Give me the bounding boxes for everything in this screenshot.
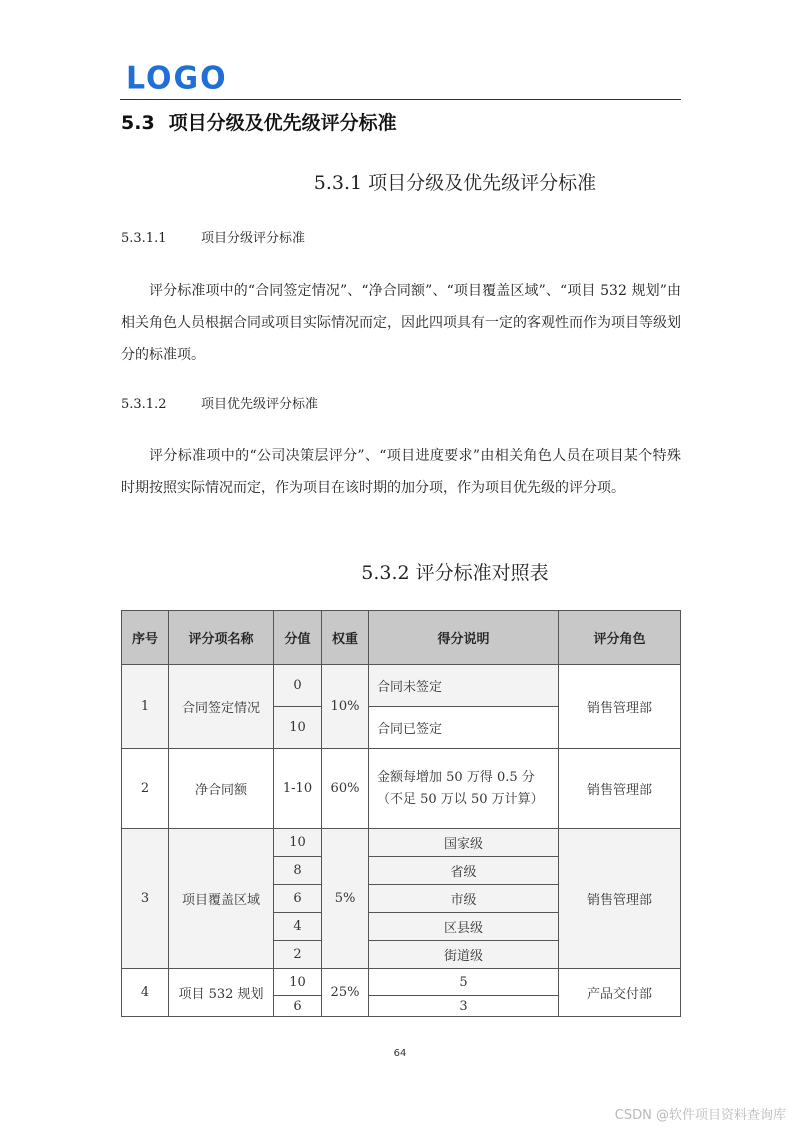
score-value: 0 (274, 665, 322, 707)
scoring-role: 销售管理部 (559, 829, 681, 969)
score-value: 6 (274, 996, 322, 1017)
weight: 5% (322, 829, 369, 969)
logo: LOGO (126, 60, 228, 97)
subsubsection-heading-1 (121, 229, 305, 249)
row-number: 3 (122, 829, 169, 969)
header-divider (120, 99, 681, 100)
weight: 10% (322, 665, 369, 749)
score-description: 合同已签定 (369, 707, 559, 749)
table-row (122, 829, 681, 857)
score-description: 5 (369, 969, 559, 996)
score-value: 10 (274, 969, 322, 996)
weight: 25% (322, 969, 369, 1017)
item-name: 合同签定情况 (169, 665, 274, 749)
header-cell: 得分说明 (369, 611, 559, 665)
header-cell: 序号 (122, 611, 169, 665)
row-number: 2 (122, 749, 169, 829)
score-value: 10 (274, 829, 322, 857)
subsubsection-number: 5.3.1.2 (121, 397, 167, 412)
score-description: 省级 (369, 857, 559, 885)
section-number: 5.3 (121, 112, 155, 134)
score-description: 3 (369, 996, 559, 1017)
subsubsection-title: 项目分级评分标准 (201, 231, 306, 246)
score-value: 6 (274, 885, 322, 913)
scoring-role: 产品交付部 (559, 969, 681, 1017)
score-description: 市级 (369, 885, 559, 913)
watermark: CSDN @软件项目资料查询库 (614, 1108, 786, 1123)
row-number: 4 (122, 969, 169, 1017)
score-description: 国家级 (369, 829, 559, 857)
subsection-heading-2: 5.3.2 评分标准对照表 (361, 562, 549, 584)
score-value: 4 (274, 913, 322, 941)
table-header-row (122, 611, 681, 665)
section-title: 项目分级及优先级评分标准 (168, 112, 397, 134)
header-cell: 评分项名称 (169, 611, 274, 665)
score-description: 区县级 (369, 913, 559, 941)
section-heading (121, 110, 397, 136)
row-number: 1 (122, 665, 169, 749)
scoring-table (121, 610, 681, 1017)
subsubsection-number: 5.3.1.1 (121, 231, 167, 246)
paragraph-2: 评分标准项中的“公司决策层评分”、“项目进度要求”由相关角色人员在项目某个特殊时期按照实际情况而定，作为项目在该时期的加分项，作为项目优先级的评分项。 (121, 448, 681, 496)
scoring-role: 销售管理部 (559, 749, 681, 829)
paragraph-1: 评分标准项中的“合同签定情况”、“净合同额”、“项目覆盖区域”、“项目 532 规划”由相关角色人员根据合同或项目实际情况而定，因此四项具有一定的客观性而作为项目等级划分的标准项。 (121, 283, 681, 363)
score-value: 8 (274, 857, 322, 885)
subsection-heading-1: 5.3.1 项目分级及优先级评分标准 (313, 172, 597, 194)
score-description: 合同未签定 (369, 665, 559, 707)
scoring-role: 销售管理部 (559, 665, 681, 749)
table-row (122, 969, 681, 996)
header-cell: 评分角色 (559, 611, 681, 665)
item-name: 项目覆盖区域 (169, 829, 274, 969)
item-name: 净合同额 (169, 749, 274, 829)
score-value: 1-10 (274, 749, 322, 829)
page-number: 64 (393, 1048, 407, 1059)
item-name: 项目 532 规划 (169, 969, 274, 1017)
table-row (122, 665, 681, 707)
score-value: 2 (274, 941, 322, 969)
weight: 60% (322, 749, 369, 829)
subsubsection-heading-2 (121, 395, 318, 415)
score-description: 金额每增加 50 万得 0.5 分（不足 50 万以 50 万计算） (369, 749, 559, 829)
score-description: 街道级 (369, 941, 559, 969)
score-value: 10 (274, 707, 322, 749)
subsubsection-title: 项目优先级评分标准 (201, 397, 319, 412)
table-row (122, 749, 681, 829)
header-cell: 权重 (322, 611, 369, 665)
header-cell: 分值 (274, 611, 322, 665)
